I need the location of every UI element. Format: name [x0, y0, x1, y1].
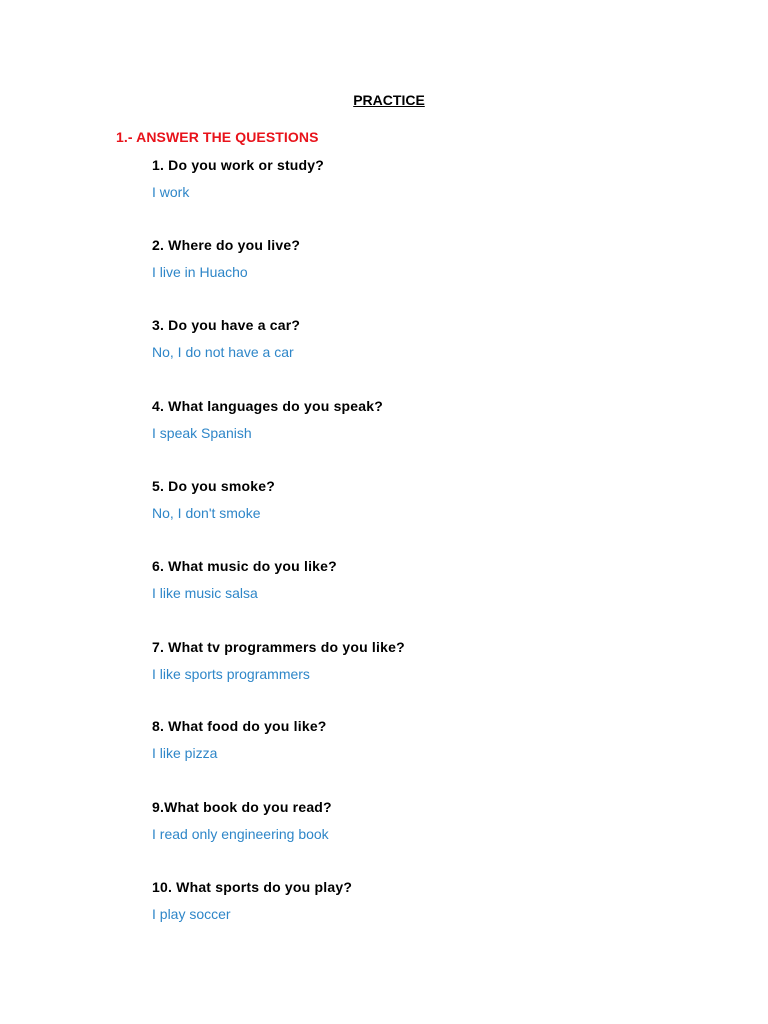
answer-3: No, I do not have a car — [152, 344, 294, 360]
qa-item-9 — [152, 798, 712, 843]
qa-item-2 — [152, 236, 712, 281]
question-1: 1. Do you work or study? — [152, 157, 325, 173]
qa-item-6 — [152, 557, 712, 602]
question-4: 4. What languages do you speak? — [152, 398, 384, 414]
question-2: 2. Where do you live? — [152, 237, 301, 253]
qa-item-5 — [152, 477, 712, 522]
answer-1: I work — [152, 184, 190, 200]
answer-2: I live in Huacho — [152, 264, 248, 280]
section-heading: 1.- ANSWER THE QUESTIONS — [116, 129, 319, 145]
question-7: 7. What tv programmers do you like? — [152, 639, 405, 655]
qa-item-8 — [152, 717, 712, 762]
question-6: 6. What music do you like? — [152, 558, 337, 574]
question-8: 8. What food do you like? — [152, 718, 327, 734]
qa-item-3 — [152, 316, 712, 361]
answer-5: No, I don't smoke — [152, 505, 261, 521]
qa-item-10 — [152, 878, 712, 923]
qa-item-4 — [152, 397, 712, 442]
question-9: 9.What book do you read? — [152, 799, 332, 815]
qa-item-7 — [152, 638, 712, 683]
page-title: PRACTICE — [353, 92, 425, 108]
answer-7: I like sports programmers — [152, 666, 310, 682]
question-3: 3. Do you have a car? — [152, 317, 301, 333]
answer-8: I like pizza — [152, 745, 218, 761]
answer-10: I play soccer — [152, 906, 231, 922]
answer-9: I read only engineering book — [152, 826, 329, 842]
answer-4: I speak Spanish — [152, 425, 252, 441]
answer-6: I like music salsa — [152, 585, 258, 601]
qa-item-1 — [152, 156, 712, 201]
question-10: 10. What sports do you play? — [152, 879, 353, 895]
question-5: 5. Do you smoke? — [152, 478, 276, 494]
